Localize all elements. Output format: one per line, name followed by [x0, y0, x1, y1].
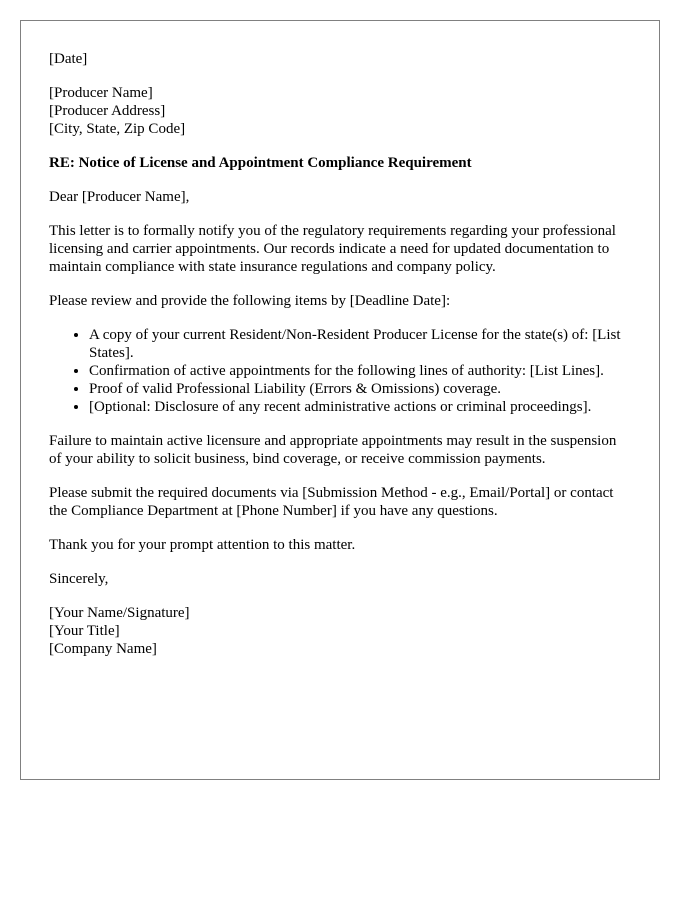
recipient-city-state-zip: [City, State, Zip Code]: [49, 121, 186, 137]
letter-frame: [20, 20, 660, 780]
list-item: • Confirmation of active appointments for the following lines of authority: [List Lines].: [89, 362, 631, 380]
thanks-line: Thank you for your prompt attention to this matter.: [49, 537, 356, 553]
intro-paragraph: This letter is to formally notify you of the regulatory requirements regarding your professional licensing and carrier appointments. Our records indicate a need for updated documentation to maintain compliance with state insurance regulations and company policy.: [49, 223, 616, 275]
signer-title: [Your Title]: [49, 623, 120, 639]
list-item: • Proof of valid Professional Liability (Errors & Omissions) coverage.: [89, 380, 631, 398]
list-item: • A copy of your current Resident/Non-Resident Producer License for the state(s) of: [List States].: [89, 326, 631, 362]
salutation: Dear [Producer Name],: [49, 189, 190, 205]
list-item: • [Optional: Disclosure of any recent administrative actions or criminal proceedings].: [89, 398, 631, 416]
recipient-address: [Producer Address]: [49, 103, 166, 119]
requirements-list: [49, 326, 631, 416]
recipient-address-block: [49, 84, 631, 138]
submission-paragraph: Please submit the required documents via [Submission Method - e.g., Email/Portal] or contact the Compliance Department at [Phone Number] if you have any questions.: [49, 485, 614, 519]
closing-line: Sincerely,: [49, 571, 109, 587]
signature-block: [49, 604, 631, 658]
request-intro: Please review and provide the following items by [Deadline Date]:: [49, 293, 451, 309]
subject-line: RE: Notice of License and Appointment Compliance Requirement: [49, 155, 472, 171]
warning-paragraph: Failure to maintain active licensure and appropriate appointments may result in the suspension of your ability to solicit business, bind coverage, or receive commission payments.: [49, 433, 617, 467]
letter-date: [49, 50, 631, 68]
signer-company: [Company Name]: [49, 641, 157, 657]
recipient-name: [Producer Name]: [49, 85, 153, 101]
date-text: [Date]: [49, 51, 88, 67]
signer-name: [Your Name/Signature]: [49, 605, 190, 621]
